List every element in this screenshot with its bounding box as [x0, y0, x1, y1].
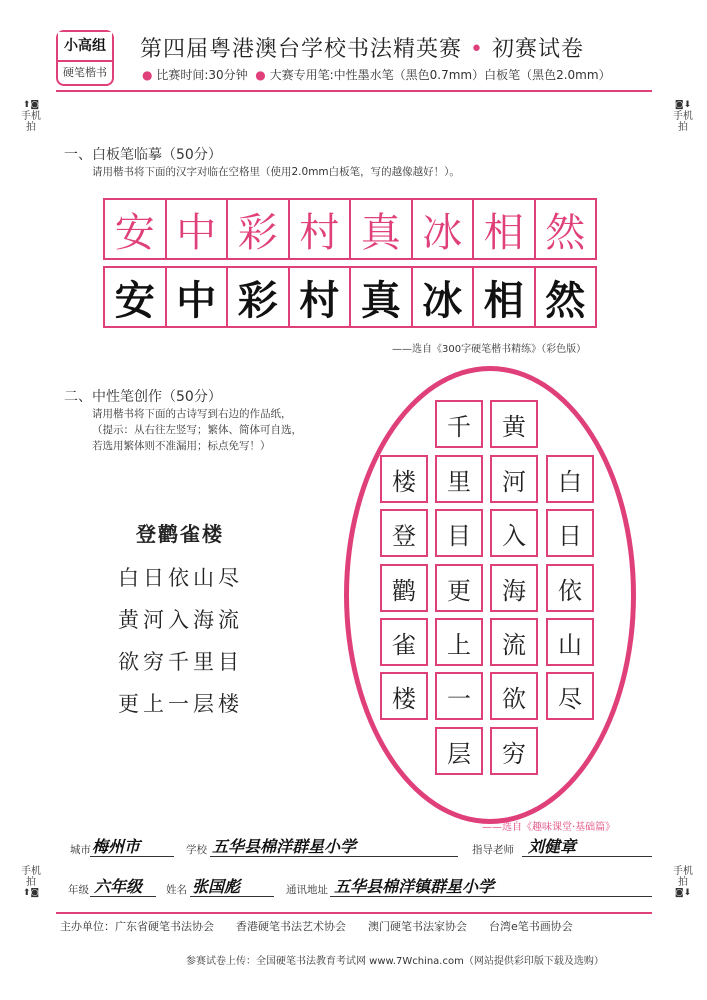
competition-logo [56, 30, 114, 86]
name-label: 姓名 [166, 884, 187, 896]
copy-char: 真 [349, 266, 413, 328]
bullet-icon: ● [255, 68, 266, 82]
camera-icon: ⬆◙ [22, 888, 40, 898]
model-char: 村 [288, 198, 352, 260]
city-underline [90, 856, 174, 857]
model-char: 相 [472, 198, 536, 260]
section2-source: ——选自《趣味课堂·基础篇》 [482, 822, 616, 833]
camera-icon: ◙⬇ [674, 100, 692, 110]
section2-title: 二、中性笔创作（50分） [64, 389, 222, 405]
corner-mark-bottom-left [20, 866, 42, 899]
time-label: 比赛时间:30分钟 [156, 68, 248, 82]
artwork-char: 鹳 [380, 564, 428, 612]
logo-group-label: 小高组 [58, 32, 112, 62]
artwork-char: 千 [435, 400, 483, 448]
phone-label: 手机拍 [673, 111, 693, 133]
phone-label: 手机拍 [21, 866, 41, 888]
artwork-char: 层 [435, 727, 483, 775]
grade-underline [90, 896, 156, 897]
name-underline [190, 896, 274, 897]
corner-mark-top-left [20, 100, 42, 133]
section2-note-2: （提示：从右往左竖写；繁体、简体可自选， [92, 424, 302, 436]
copy-char: 彩 [226, 266, 290, 328]
artwork-char: 目 [435, 509, 483, 557]
organizers: 主办单位：广东省硬笔书法协会 香港硬笔书法艺术协会 澳门硬笔书法家协会 台湾e笔书画协会 [60, 920, 573, 933]
model-char: 然 [534, 198, 598, 260]
artwork-char: 海 [490, 564, 538, 612]
artwork-char: 一 [435, 672, 483, 720]
section2-note-1: 请用楷书将下面的古诗写到右边的作品纸， [92, 408, 292, 420]
artwork-char: 登 [380, 509, 428, 557]
model-char: 安 [103, 198, 167, 260]
poem-line: 欲穷千里目 [118, 650, 243, 674]
camera-icon: ◙⬇ [674, 888, 692, 898]
model-char-row [103, 198, 611, 260]
header-divider [56, 90, 652, 92]
page-title [140, 32, 584, 63]
title-separator: • [470, 37, 484, 62]
teacher-underline [522, 856, 652, 857]
title-tail: 初赛试卷 [492, 37, 585, 62]
teacher-label: 指导老师 [472, 844, 514, 856]
school-label: 学校 [186, 844, 207, 856]
corner-mark-top-right [672, 100, 694, 133]
model-char: 冰 [411, 198, 475, 260]
phone-label: 手机拍 [21, 111, 41, 133]
poem-line: 更上一层楼 [118, 692, 243, 716]
address-label: 通讯地址 [286, 884, 328, 896]
logo-style-label: 硬笔楷书 [63, 66, 107, 79]
artwork-char: 白 [546, 455, 594, 503]
model-char: 真 [349, 198, 413, 260]
city-label: 城市 [70, 844, 91, 856]
grade-field[interactable]: 六年级 [94, 877, 143, 896]
artwork-char: 更 [435, 564, 483, 612]
model-char: 中 [165, 198, 229, 260]
artwork-char: 楼 [380, 455, 428, 503]
copy-char: 相 [472, 266, 536, 328]
camera-icon: ⬆◙ [22, 100, 40, 110]
artwork-char: 黄 [490, 400, 538, 448]
corner-mark-bottom-right [672, 866, 694, 899]
artwork-char: 上 [435, 618, 483, 666]
artwork-char: 雀 [380, 618, 428, 666]
section1-source: ——选自《300字硬笔楷书精练》（彩色版） [392, 344, 587, 355]
artwork-char: 流 [490, 618, 538, 666]
poem-title: 登鹳雀楼 [136, 522, 224, 546]
artwork-char: 欲 [490, 672, 538, 720]
name-field[interactable]: 张国彪 [192, 877, 241, 896]
address-field[interactable]: 五华县棉洋镇群星小学 [334, 877, 495, 896]
section1-title: 一、白板笔临摹（50分） [64, 147, 222, 163]
bullet-icon: ● [142, 68, 153, 82]
grade-label: 年级 [68, 884, 89, 896]
poem-line: 黄河入海流 [118, 608, 243, 632]
teacher-field[interactable]: 刘健章 [528, 837, 577, 856]
artwork-char: 入 [490, 509, 538, 557]
artwork-char: 河 [490, 455, 538, 503]
poem-line: 白日依山尽 [118, 566, 243, 590]
artwork-char: 依 [546, 564, 594, 612]
copy-char: 然 [534, 266, 598, 328]
copy-char: 村 [288, 266, 352, 328]
address-underline [330, 896, 652, 897]
school-field[interactable]: 五华县棉洋群星小学 [212, 837, 357, 856]
section1-note: 请用楷书将下面的汉字对临在空格里（使用2.0mm白板笔，写的越像越好！）。 [92, 166, 460, 178]
copy-char: 冰 [411, 266, 475, 328]
artwork-char: 日 [546, 509, 594, 557]
upload-note: 参赛试卷上传：全国硬笔书法教育考试网 www.7Wchina.com（网站提供彩印版下载及选购） [186, 956, 604, 967]
model-char: 彩 [226, 198, 290, 260]
artwork-char: 尽 [546, 672, 594, 720]
title-main: 第四届粤港澳台学校书法精英赛 [140, 37, 463, 62]
pen-label: 大赛专用笔:中性墨水笔（黑色0.7mm）白板笔（黑色2.0mm） [269, 68, 611, 82]
phone-label: 手机拍 [673, 866, 693, 888]
artwork-char: 楼 [380, 672, 428, 720]
exam-rules [142, 66, 611, 83]
artwork-char: 穷 [490, 727, 538, 775]
school-underline [210, 856, 458, 857]
city-field[interactable]: 梅州市 [92, 837, 141, 856]
section2-note-3: 若选用繁体则不准漏用；标点免写！） [92, 440, 271, 452]
artwork-char: 山 [546, 618, 594, 666]
copy-char: 中 [165, 266, 229, 328]
copy-char: 安 [103, 266, 167, 328]
footer-divider [56, 912, 652, 914]
artwork-char: 里 [435, 455, 483, 503]
copy-char-row [103, 266, 611, 328]
